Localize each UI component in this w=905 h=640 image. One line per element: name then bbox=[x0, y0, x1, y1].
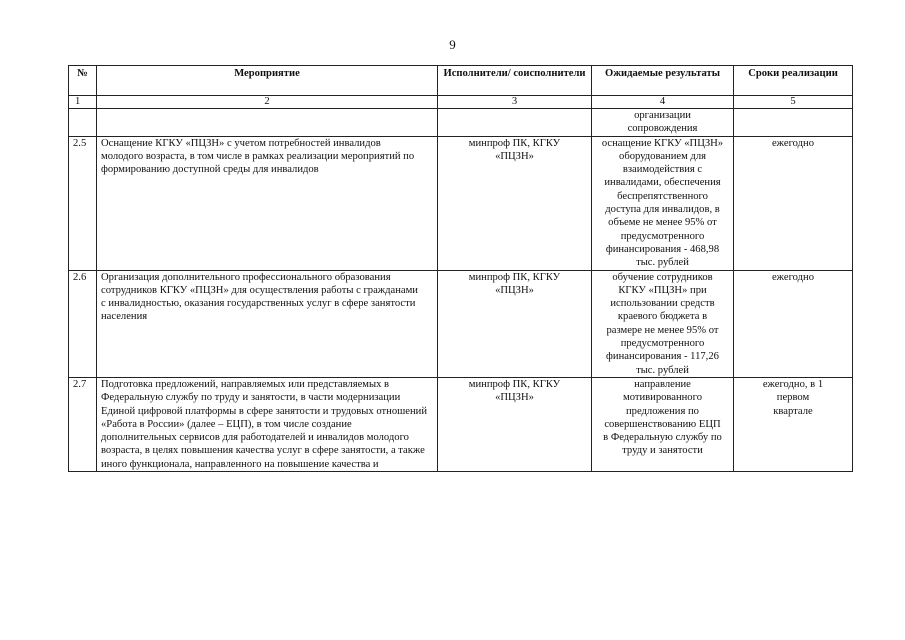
table-header-row bbox=[69, 66, 853, 96]
table-row bbox=[69, 136, 853, 270]
column-number: 2 bbox=[97, 96, 438, 109]
column-number: 3 bbox=[438, 96, 592, 109]
row-terms: ежегодно bbox=[734, 136, 853, 270]
row-results: направление мотивированного предложения по совершенствованию ЕЦП в Федеральную службу по труду и занятости bbox=[592, 377, 734, 471]
column-number-row bbox=[69, 96, 853, 109]
row-results: обучение сотрудников КГКУ «ПЦЗН» при использовании средств краевого бюджета в размере не менее 95% от предусмотренного финансирования - 117,26 тыс. рублей bbox=[592, 270, 734, 377]
header-activity: Мероприятие bbox=[97, 66, 438, 96]
row-executors: минпроф ПК, КГКУ «ПЦЗН» bbox=[438, 377, 592, 471]
row-results: оснащение КГКУ «ПЦЗН» оборудованием для взаимодействия с инвалидами, обеспечения беспрепятственного доступа для инвалидов, в объеме не менее 95% от предусмотренного финансирования - 468,98 тыс. рублей bbox=[592, 136, 734, 270]
page-number: 9 bbox=[449, 37, 456, 52]
column-number: 5 bbox=[734, 96, 853, 109]
row-terms bbox=[734, 109, 853, 137]
header-executors: Исполнители/ соисполнители bbox=[438, 66, 592, 96]
row-activity: Организация дополнительного профессионального образования сотрудников КГКУ «ПЦЗН» для осуществления работы с гражданами с инвалидностью, оказания государственных услуг в сфере занятости населения bbox=[97, 270, 438, 377]
row-number: 2.5 bbox=[69, 136, 97, 270]
row-activity: Оснащение КГКУ «ПЦЗН» с учетом потребностей инвалидов молодого возраста, в том числе в рамках реализации мероприятий по формированию доступной среды для инвалидов bbox=[97, 136, 438, 270]
row-activity: Подготовка предложений, направляемых или представляемых в Федеральную службу по труду и занятости, в части модернизации Единой цифровой платформы в сфере занятости и трудовых отношений «Работа в России» (далее – ЕЦП), в том числе создание дополнительных сервисов для работодателей и инвалидов молодого возраста, в целях повышения качества услуг в сфере занятости, а также иного функционала, направленного на повышение качества и bbox=[97, 377, 438, 471]
header-num: № bbox=[69, 66, 97, 96]
row-terms: ежегодно, в 1 первом квартале bbox=[734, 377, 853, 471]
table-row bbox=[69, 270, 853, 377]
row-executors: минпроф ПК, КГКУ «ПЦЗН» bbox=[438, 136, 592, 270]
row-results: организации сопровождения bbox=[592, 109, 734, 137]
column-number: 1 bbox=[69, 96, 97, 109]
row-activity bbox=[97, 109, 438, 137]
column-number: 4 bbox=[592, 96, 734, 109]
row-executors: минпроф ПК, КГКУ «ПЦЗН» bbox=[438, 270, 592, 377]
table-row bbox=[69, 377, 853, 471]
header-terms: Сроки реализации bbox=[734, 66, 853, 96]
measures-table bbox=[68, 65, 853, 472]
row-executors bbox=[438, 109, 592, 137]
row-number: 2.6 bbox=[69, 270, 97, 377]
table-row bbox=[69, 109, 853, 137]
row-number: 2.7 bbox=[69, 377, 97, 471]
header-results: Ожидаемые результаты bbox=[592, 66, 734, 96]
row-number bbox=[69, 109, 97, 137]
row-terms: ежегодно bbox=[734, 270, 853, 377]
